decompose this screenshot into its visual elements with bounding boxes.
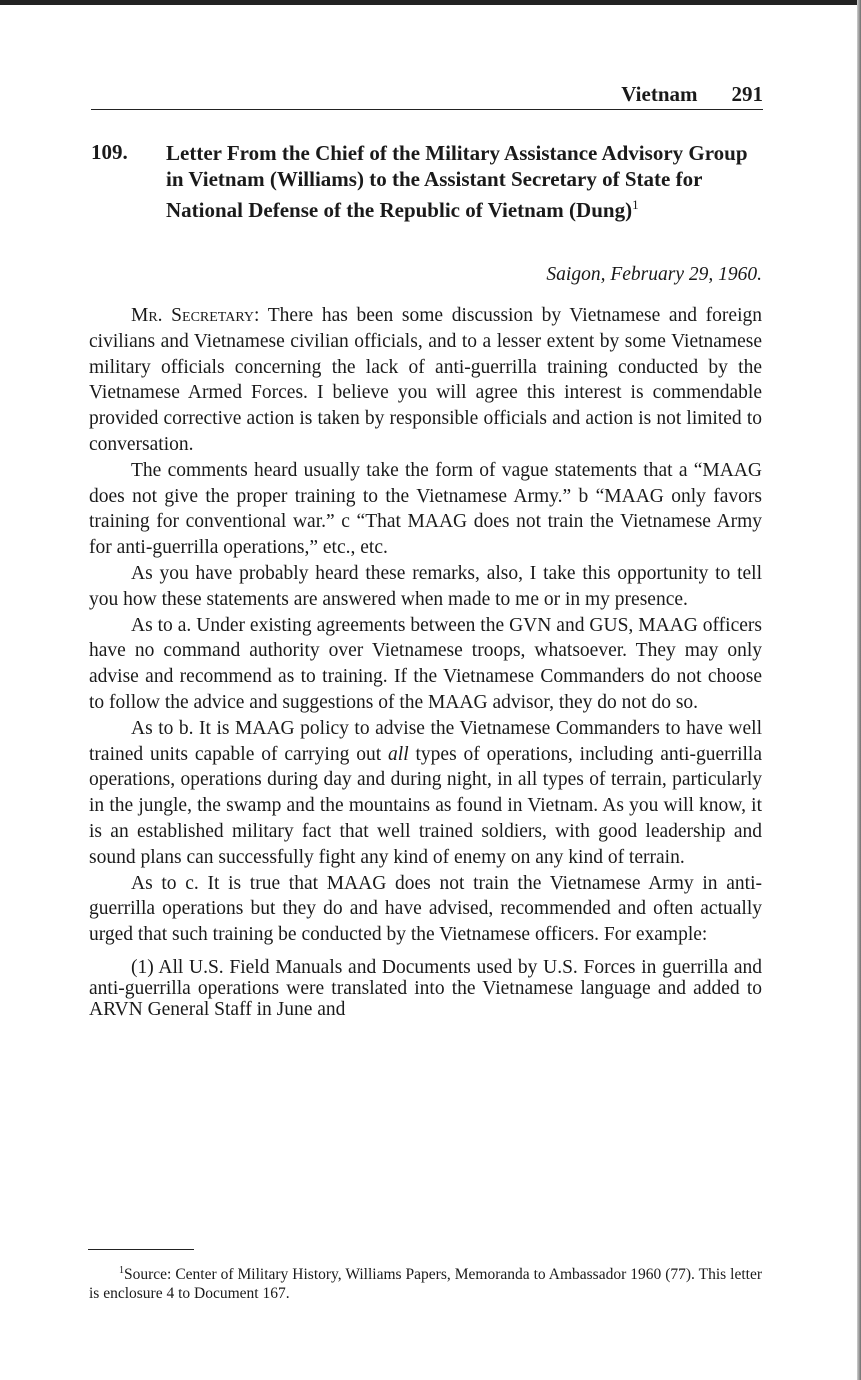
paragraph-6: As to c. It is true that MAAG does not train the Vietnamese Army in anti-guerrilla operations but they do and have advised, recommended and often actually urged that such training be conducted by the Vietnamese officers. For example: xyxy=(89,872,762,946)
running-header xyxy=(91,84,763,110)
footnote-text: Source: Center of Military History, Williams Papers, Memoranda to Ambassador 1960 (77). This letter is enclosure 4 to Document 167. xyxy=(89,1266,762,1303)
footnote-divider xyxy=(88,1249,194,1250)
document-number: 109. xyxy=(91,140,128,164)
letter-body xyxy=(89,303,762,1020)
document-title xyxy=(166,140,766,223)
salutation: Mr. Secretary: xyxy=(131,305,260,326)
paragraph-2: The comments heard usually take the form of vague statements that a “MAAG does not give the proper training to the Vietnamese Army.” b “MAAG only favors training for conventional war.” c “That MAAG does not train the Vietnamese Army for anti-guerrilla operations,” etc., etc. xyxy=(89,459,762,559)
running-title: Vietnam xyxy=(621,82,698,106)
paragraph-5-emphasis: all xyxy=(388,743,409,765)
list-item-1: (1) All U.S. Field Manuals and Documents used by U.S. Forces in guerrilla and anti-guerrilla operations were translated into the Vietnamese language and added to ARVN General Staff in June and xyxy=(89,956,762,1020)
paragraph-5-start: As to b. It is MAAG policy to advise the Vietnamese Commanders to have well trained units capable of carrying out xyxy=(89,717,762,765)
scan-top-edge xyxy=(0,0,861,5)
paragraph-4: As to a. Under existing agreements between the GVN and GUS, MAAG officers have no command authority over Vietnamese troops, whatsoever. They may only advise and recommend as to training. If the Vietnamese Commanders do not choose to follow the advice and suggestions of the MAAG advisor, they do not do so. xyxy=(89,614,762,713)
paragraph-5-end: types of operations, including anti-guerrilla operations, operations during day and during night, in all types of terrain, particularly in the jungle, the swamp and the mountains as found in Vietnam. As you will know, it is an established military fact that well trained soldiers, with good leadership and sound plans can successfully fight any kind of enemy on any kind of terrain. xyxy=(89,743,762,868)
paragraph-1-text: There has been some discussion by Vietnamese and foreign civilians and Vietnamese civilian officials, and to a lesser extent by some Vietnamese military officials concerning the lack of anti-guerrilla training conducted by the Vietnamese Armed Forces. I believe you will agree this interest is commendable provided corrective action is taken by responsible officials and action is not limited to conversation. xyxy=(89,305,762,455)
dateline: Saigon, February 29, 1960. xyxy=(546,264,762,285)
paragraph-3: As you have probably heard these remarks, also, I take this opportunity to tell you how these statements are answered when made to me or in my presence. xyxy=(89,562,762,610)
footnote xyxy=(89,1261,762,1303)
paragraph-1 xyxy=(89,303,762,458)
paragraph-5 xyxy=(89,716,762,871)
title-footnote-ref: 1 xyxy=(632,197,639,212)
scan-right-edge xyxy=(857,0,861,1380)
document-title-text: Letter From the Chief of the Military Assistance Advisory Group in Vietnam (Williams) to the Assistant Secretary of State for National Defense of the Republic of Vietnam (Dung) xyxy=(166,141,748,222)
footnote-marker: 1 xyxy=(119,1265,124,1276)
page-number: 291 xyxy=(731,82,763,106)
